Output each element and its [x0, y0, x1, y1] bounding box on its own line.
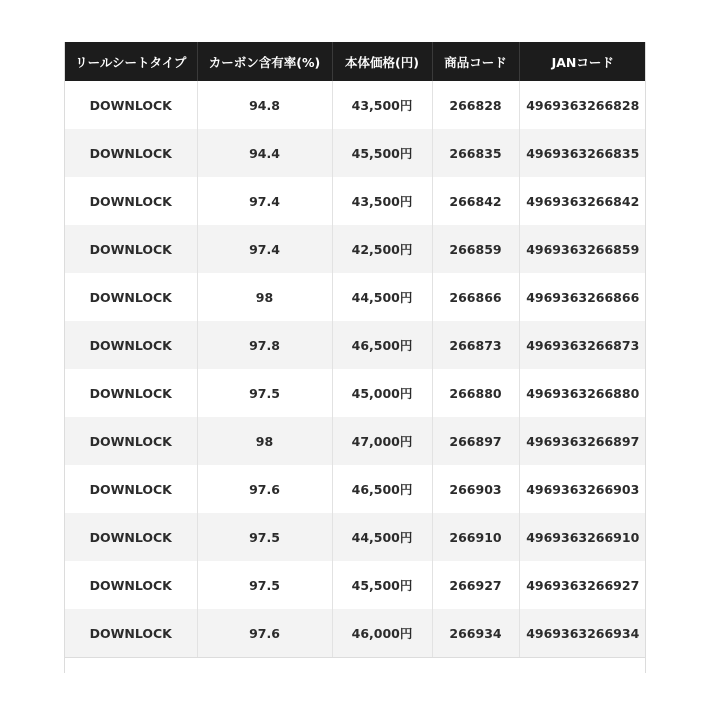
cell-reel-seat-type: DOWNLOCK — [65, 321, 197, 369]
cell-carbon-content: 94.4 — [197, 129, 332, 177]
header-price: 本体価格(円) — [332, 42, 432, 81]
cell-jan-code: 4969363266873 — [519, 321, 646, 369]
cell-carbon-content: 97.6 — [197, 609, 332, 658]
table-row — [65, 369, 646, 417]
cell-jan-code: 4969363266866 — [519, 273, 646, 321]
table-row — [65, 177, 646, 225]
cell-carbon-content: 94.8 — [197, 81, 332, 129]
cell-reel-seat-type: DOWNLOCK — [65, 369, 197, 417]
cell-carbon-content: 97.5 — [197, 513, 332, 561]
cell-product-code: 266927 — [432, 561, 519, 609]
cell-product-code: 266903 — [432, 465, 519, 513]
cell-jan-code: 4969363266835 — [519, 129, 646, 177]
cell-jan-code: 4969363266910 — [519, 513, 646, 561]
cell-carbon-content: 98 — [197, 273, 332, 321]
table-body — [65, 81, 646, 658]
cell-jan-code: 4969363266897 — [519, 417, 646, 465]
cell-price: 45,500円 — [332, 129, 432, 177]
cell-carbon-content: 97.4 — [197, 177, 332, 225]
cell-reel-seat-type: DOWNLOCK — [65, 273, 197, 321]
cell-product-code: 266828 — [432, 81, 519, 129]
cell-carbon-content: 97.8 — [197, 321, 332, 369]
header-reel-seat-type: リールシートタイプ — [65, 42, 197, 81]
table-row — [65, 321, 646, 369]
cell-product-code: 266934 — [432, 609, 519, 658]
cell-product-code: 266873 — [432, 321, 519, 369]
cell-product-code: 266910 — [432, 513, 519, 561]
table-row — [65, 81, 646, 129]
cell-jan-code: 4969363266903 — [519, 465, 646, 513]
cell-price: 43,500円 — [332, 81, 432, 129]
cell-reel-seat-type: DOWNLOCK — [65, 225, 197, 273]
spec-table — [65, 42, 646, 658]
table-row — [65, 225, 646, 273]
cell-jan-code: 4969363266859 — [519, 225, 646, 273]
cell-carbon-content: 98 — [197, 417, 332, 465]
cell-jan-code: 4969363266828 — [519, 81, 646, 129]
table-row — [65, 417, 646, 465]
cell-carbon-content: 97.5 — [197, 561, 332, 609]
cell-price: 44,500円 — [332, 273, 432, 321]
cell-reel-seat-type: DOWNLOCK — [65, 561, 197, 609]
cell-price: 45,000円 — [332, 369, 432, 417]
cell-price: 46,500円 — [332, 321, 432, 369]
cell-price: 44,500円 — [332, 513, 432, 561]
cell-jan-code: 4969363266934 — [519, 609, 646, 658]
cell-reel-seat-type: DOWNLOCK — [65, 465, 197, 513]
cell-product-code: 266835 — [432, 129, 519, 177]
table-row — [65, 561, 646, 609]
cell-product-code: 266866 — [432, 273, 519, 321]
cell-product-code: 266897 — [432, 417, 519, 465]
header-carbon-content: カーボン含有率(%) — [197, 42, 332, 81]
header-row — [65, 42, 646, 81]
cell-jan-code: 4969363266880 — [519, 369, 646, 417]
table-row — [65, 513, 646, 561]
table-row — [65, 465, 646, 513]
cell-carbon-content: 97.6 — [197, 465, 332, 513]
cell-reel-seat-type: DOWNLOCK — [65, 513, 197, 561]
table-row — [65, 273, 646, 321]
cell-carbon-content: 97.5 — [197, 369, 332, 417]
header-jan-code: JANコード — [519, 42, 646, 81]
cell-price: 43,500円 — [332, 177, 432, 225]
cell-product-code: 266859 — [432, 225, 519, 273]
table-row — [65, 609, 646, 658]
cell-price: 46,500円 — [332, 465, 432, 513]
cell-reel-seat-type: DOWNLOCK — [65, 417, 197, 465]
cell-reel-seat-type: DOWNLOCK — [65, 177, 197, 225]
cell-reel-seat-type: DOWNLOCK — [65, 81, 197, 129]
cell-reel-seat-type: DOWNLOCK — [65, 129, 197, 177]
cell-reel-seat-type: DOWNLOCK — [65, 609, 197, 658]
cell-price: 47,000円 — [332, 417, 432, 465]
cell-price: 45,500円 — [332, 561, 432, 609]
cell-carbon-content: 97.4 — [197, 225, 332, 273]
cell-jan-code: 4969363266927 — [519, 561, 646, 609]
table-row — [65, 129, 646, 177]
cell-jan-code: 4969363266842 — [519, 177, 646, 225]
cell-product-code: 266880 — [432, 369, 519, 417]
header-product-code: 商品コード — [432, 42, 519, 81]
table-header — [65, 42, 646, 81]
cell-price: 46,000円 — [332, 609, 432, 658]
cell-price: 42,500円 — [332, 225, 432, 273]
cell-product-code: 266842 — [432, 177, 519, 225]
